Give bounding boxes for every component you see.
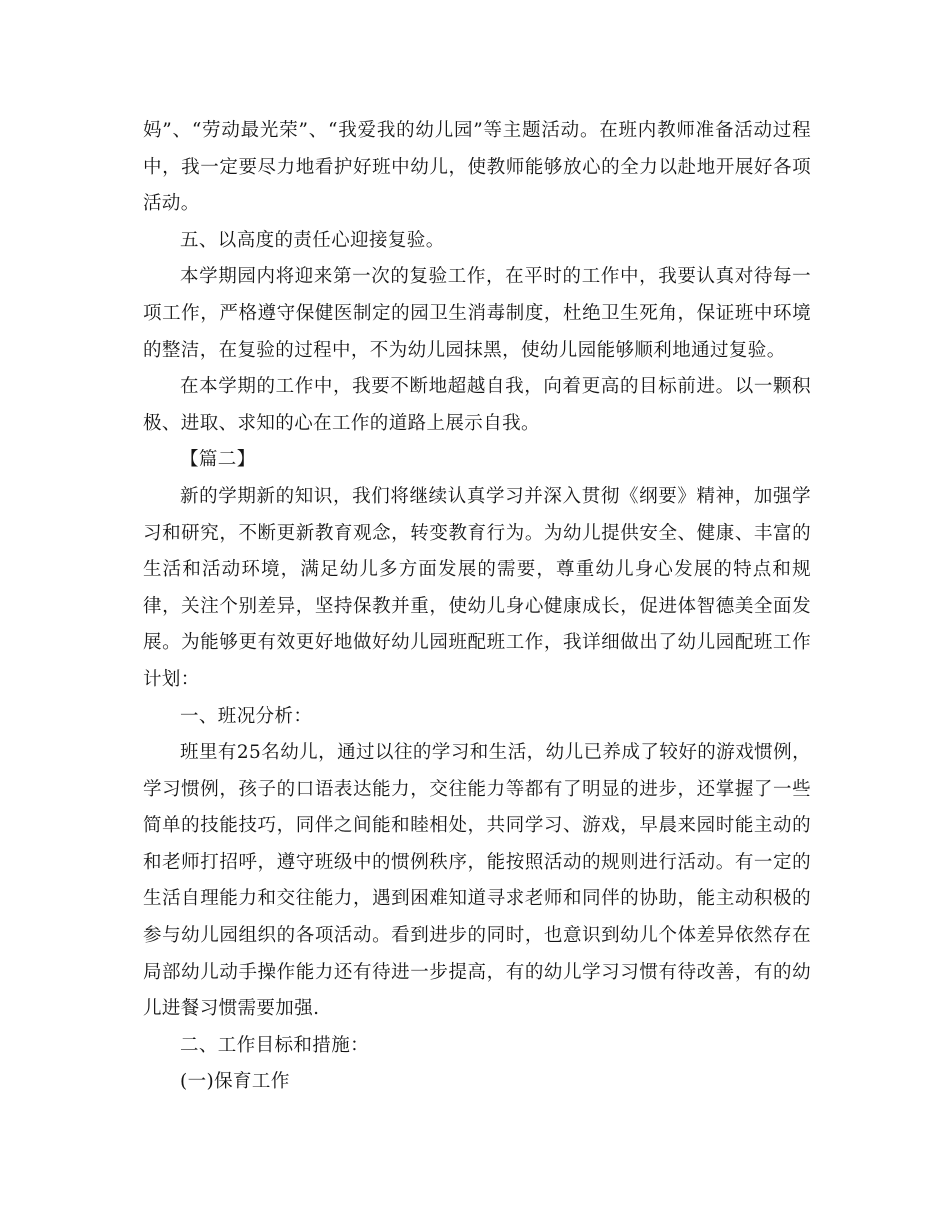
subsection-heading-care-work: (一)保育工作 [180, 1071, 290, 1093]
part-two-heading: 【篇二】 [180, 449, 256, 471]
document-body [143, 113, 811, 1101]
section-heading-class-analysis: 一、班况分析： [180, 705, 313, 727]
paragraph-activities-continued: 妈”、“劳动最光荣”、“我爱我的幼儿园”等主题活动。在班内教师准备活动过程中，我一定要尽力地看护好班中幼儿，使教师能够放心的全力以赴地开展好各项活动。 [143, 120, 811, 215]
paragraph-self-improvement: 在本学期的工作中，我要不断地超越自我，向着更高的目标前进。以一颗积极、进取、求知的心在工作的道路上展示自我。 [143, 376, 811, 434]
section-heading-goals-measures: 二、工作目标和措施： [180, 1034, 370, 1056]
section-heading-five: 五、以高度的责任心迎接复验。 [180, 229, 445, 251]
paragraph-reinspection: 本学期园内将迎来第一次的复验工作，在平时的工作中，我要认真对待每一项工作，严格遵守保健医制定的园卫生消毒制度，杜绝卫生死角，保证班中环境的整洁，在复验的过程中，不为幼儿园抹黑，使幼儿园能够顺利地通过复验。 [143, 266, 811, 361]
paragraph-class-analysis: 班里有25名幼儿，通过以往的学习和生活，幼儿已养成了较好的游戏惯例，学习惯例，孩子的口语表达能力，交往能力等都有了明显的进步，还掌握了一些简单的技能技巧，同伴之间能和睦相处，共同学习、游戏，早晨来园时能主动的和老师打招呼，遵守班级中的惯例秩序，能按照活动的规则进行活动。有一定的生活自理能力和交往能力，遇到困难知道寻求老师和同伴的协助，能主动积极的参与幼儿园组织的各项活动。看到进步的同时，也意识到幼儿个体差异依然存在局部幼儿动手操作能力还有待进一步提高，有的幼儿学习习惯有待改善，有的幼儿进餐习惯需要加强. [143, 742, 811, 1020]
paragraph-new-semester: 新的学期新的知识，我们将继续认真学习并深入贯彻《纲要》精神，加强学习和研究，不断更新教育观念，转变教育行为。为幼儿提供安全、健康、丰富的生活和活动环境，满足幼儿多方面发展的需要，尊重幼儿身心发展的特点和规律，关注个别差异，坚持保教并重，使幼儿身心健康成长，促进体智德美全面发展。为能够更有效更好地做好幼儿园班配班工作，我详细做出了幼儿园配班工作计划： [143, 485, 811, 690]
